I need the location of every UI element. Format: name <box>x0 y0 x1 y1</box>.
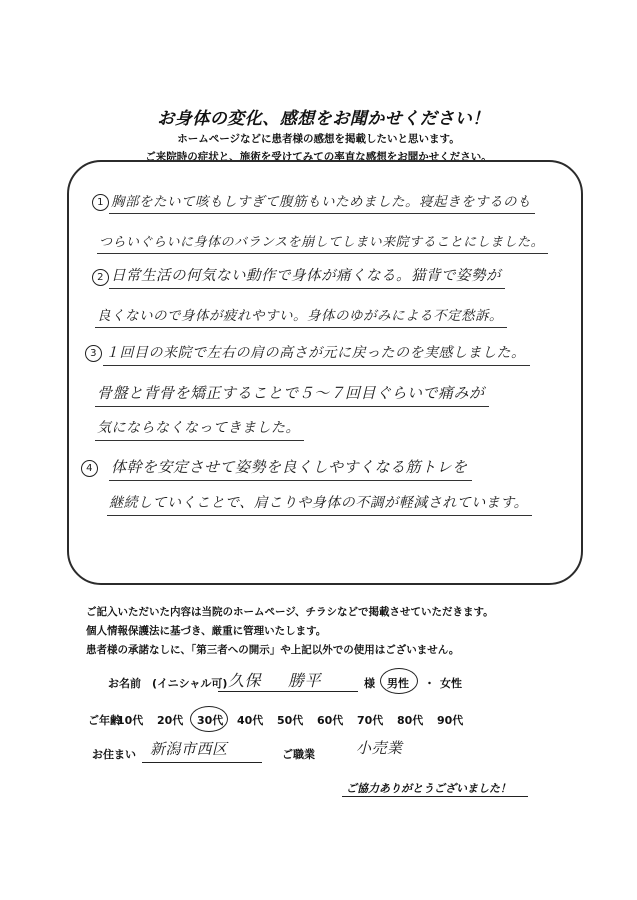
survey-title: お身体の変化、感想をお聞かせください！ <box>157 109 490 129</box>
survey-header <box>0 104 637 165</box>
answer-line-underline <box>107 515 532 516</box>
age-option[interactable]: 50代 <box>277 714 304 727</box>
answer-2-line-1: 日常生活の何気ない動作で身体が痛くなる。猫背で姿勢が <box>111 268 501 284</box>
notice-line-2: 個人情報保護法に基づき、厳重に管理いたします。 <box>86 625 327 637</box>
name-given-value: 勝平 <box>288 671 322 690</box>
answer-line-underline <box>109 288 505 289</box>
answer-4-line-1: 体幹を安定させて姿勢を良くしやすくなる筋トレを <box>111 458 468 476</box>
age-label: ご年齢 <box>88 714 121 727</box>
name-family-value: 久保 <box>228 671 262 690</box>
answer-3-number: 3 <box>85 345 102 362</box>
age-option[interactable]: 90代 <box>437 714 464 727</box>
answer-4-line-2: 継続していくことで、肩こりや身体の不調が軽減されています。 <box>109 495 529 511</box>
answer-2-line-2: 良くないので身体が疲れやすい。身体のゆがみによる不定愁訴。 <box>97 308 503 324</box>
answer-3-line-2: 骨盤と背骨を矯正することで５〜７回目ぐらいで痛みが <box>97 384 485 402</box>
age-option[interactable]: 70代 <box>357 714 384 727</box>
answer-line-underline <box>95 327 507 328</box>
answer-card <box>67 160 583 585</box>
age-option[interactable]: 30代 <box>197 714 224 727</box>
answer-1-line-2: つらいぐらいに身体のバランスを崩してしまい来院することにしました。 <box>99 235 545 250</box>
address-label: お住まい <box>92 748 136 761</box>
name-underline <box>218 691 358 692</box>
age-option[interactable]: 10代 <box>117 714 144 727</box>
name-label: お名前 (イニシャル可) <box>108 677 228 690</box>
answer-line-underline <box>97 253 548 254</box>
age-option[interactable]: 40代 <box>237 714 264 727</box>
thanks-underline <box>342 796 528 797</box>
age-selected-circle <box>190 706 228 732</box>
answer-line-underline <box>95 440 304 441</box>
notice-line-1: ご記入いただいた内容は当院のホームページ、チラシなどで掲載させていただきます。 <box>86 606 494 618</box>
answer-line-underline <box>109 480 472 481</box>
notice-line-3: 患者様の承諾なしに、「第三者への開示」や上記以外での使用はございません。 <box>86 644 460 656</box>
answer-3-line-3: 気にならなくなってきました。 <box>97 420 300 436</box>
answer-line-underline <box>109 213 535 214</box>
survey-intro-line-2: ご来院時の症状と、施術を受けてみての率直な感想をお聞かせください。 <box>145 151 492 163</box>
answer-3-line-1: １回目の来院で左右の肩の高さが元に戻ったのを実感しました。 <box>105 345 526 361</box>
gender-female-option[interactable]: 女性 <box>440 677 462 690</box>
address-value: 新潟市西区 <box>150 740 228 758</box>
answer-2-number: 2 <box>92 269 109 286</box>
answer-line-underline <box>103 365 530 366</box>
age-option[interactable]: 20代 <box>157 714 184 727</box>
gender-male-option[interactable]: 男性 <box>387 677 409 690</box>
answer-1-line-1: 胸部をたいて咳もしすぎて腹筋もいためました。寝起きをするのも <box>111 194 531 210</box>
age-option[interactable]: 80代 <box>397 714 424 727</box>
answer-1-number: 1 <box>92 194 109 211</box>
honorific-label: 様 <box>364 677 375 690</box>
age-option[interactable]: 60代 <box>317 714 344 727</box>
job-label: ご職業 <box>282 748 315 761</box>
answer-line-underline <box>95 406 489 407</box>
job-value: 小売業 <box>356 739 403 757</box>
answer-4-number: 4 <box>81 460 98 477</box>
gender-separator: ・ <box>424 677 435 690</box>
thanks-message: ご協力ありがとうございました！ <box>346 782 511 795</box>
survey-intro-line-1: ホームページなどに患者様の感想を掲載したいと思います。 <box>177 133 460 145</box>
privacy-notice <box>86 603 606 660</box>
address-underline <box>142 762 262 763</box>
